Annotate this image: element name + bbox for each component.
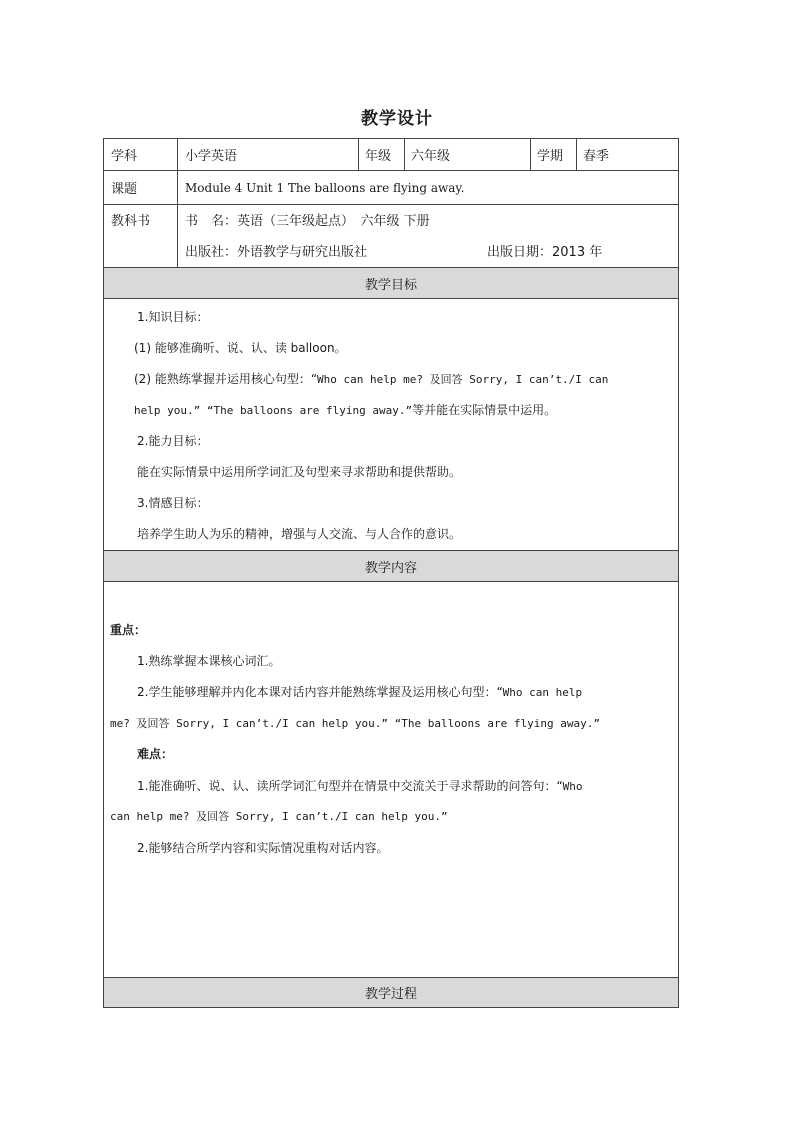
grade-value: 六年级 [411,149,451,164]
key-point-2 [137,683,582,700]
knowledge-goal-2-continued [134,401,556,418]
key-point-2-sentence: Who can help [502,686,583,699]
difficult-points-title: 难点： [137,747,174,761]
subject-label: 学科 [111,149,138,164]
topic-value: Module 4 Unit 1 The balloons are flying away. [185,180,465,195]
grade-label: 年级 [365,149,392,164]
column-divider [404,139,405,170]
row-divider [104,298,678,299]
subject-value: 小学英语 [185,149,238,164]
difficult-point-1-continued: can help me? 及回答 Sorry, I can’t./I can help you.” [110,810,448,823]
textbook-publish-date: 出版日期：2013 年 [487,244,603,260]
knowledge-goal-title: 1.知识目标： [137,310,209,324]
lesson-plan-table [103,138,679,1008]
page-title: 教学设计 [361,109,433,129]
emotion-goal-text: 培养学生助人为乐的精神，增强与人交流、与人合作的意识。 [137,527,462,541]
knowledge-goal-2-text: (2) 能熟练掌握并运用核心句型：“ [134,372,318,386]
column-divider [530,139,531,170]
knowledge-goal-1: (1) 能够准确听、说、认、读 balloon。 [134,341,347,355]
textbook-book-line: 书 名：英语（三年级起点） 六年级 下册 [185,213,430,229]
key-points-title: 重点： [110,623,147,637]
textbook-label: 教科书 [111,213,151,229]
knowledge-goal-2-sentence-end: help you.” “The balloons are flying away.” [134,404,413,417]
row-divider [104,581,678,582]
ability-goal-title: 2.能力目标： [137,434,209,448]
difficult-point-2: 2.能够结合所学内容和实际情况重构对话内容。 [137,841,389,855]
emotion-goal-title: 3.情感目标： [137,496,209,510]
term-value: 春季 [583,149,610,164]
column-divider [576,139,577,170]
knowledge-goal-2-sentence: Who can help me? 及回答 Sorry, I can’t./I can [317,373,609,386]
difficult-point-1-sentence: Who [562,780,583,793]
key-point-2-continued: me? 及回答 Sorry, I can’t./I can help you.” “The balloons are flying away.” [110,717,600,730]
section-heading-process: 教学过程 [104,978,678,1007]
textbook-publisher: 出版社：外语教学与研究出版社 [185,244,368,260]
ability-goal-text: 能在实际情景中运用所学词汇及句型来寻求帮助和提供帮助。 [137,465,462,479]
topic-label: 课题 [111,182,138,197]
knowledge-goal-2 [134,370,608,387]
key-point-2-text: 2.学生能够理解并内化本课对话内容并能熟练掌握及运用核心句型：“ [137,685,503,699]
difficult-point-1 [137,777,583,794]
section-heading-content: 教学内容 [104,551,678,581]
term-label: 学期 [537,149,564,164]
section-heading-objectives: 教学目标 [104,268,678,298]
key-point-1: 1.熟练掌握本课核心词汇。 [137,654,281,668]
difficult-point-1-text: 1.能准确听、说、认、读所学词汇句型并在情景中交流关于寻求帮助的问答句：“ [137,779,563,793]
knowledge-goal-2-tail: 等并能在实际情景中运用。 [412,403,557,417]
column-divider [358,139,359,170]
